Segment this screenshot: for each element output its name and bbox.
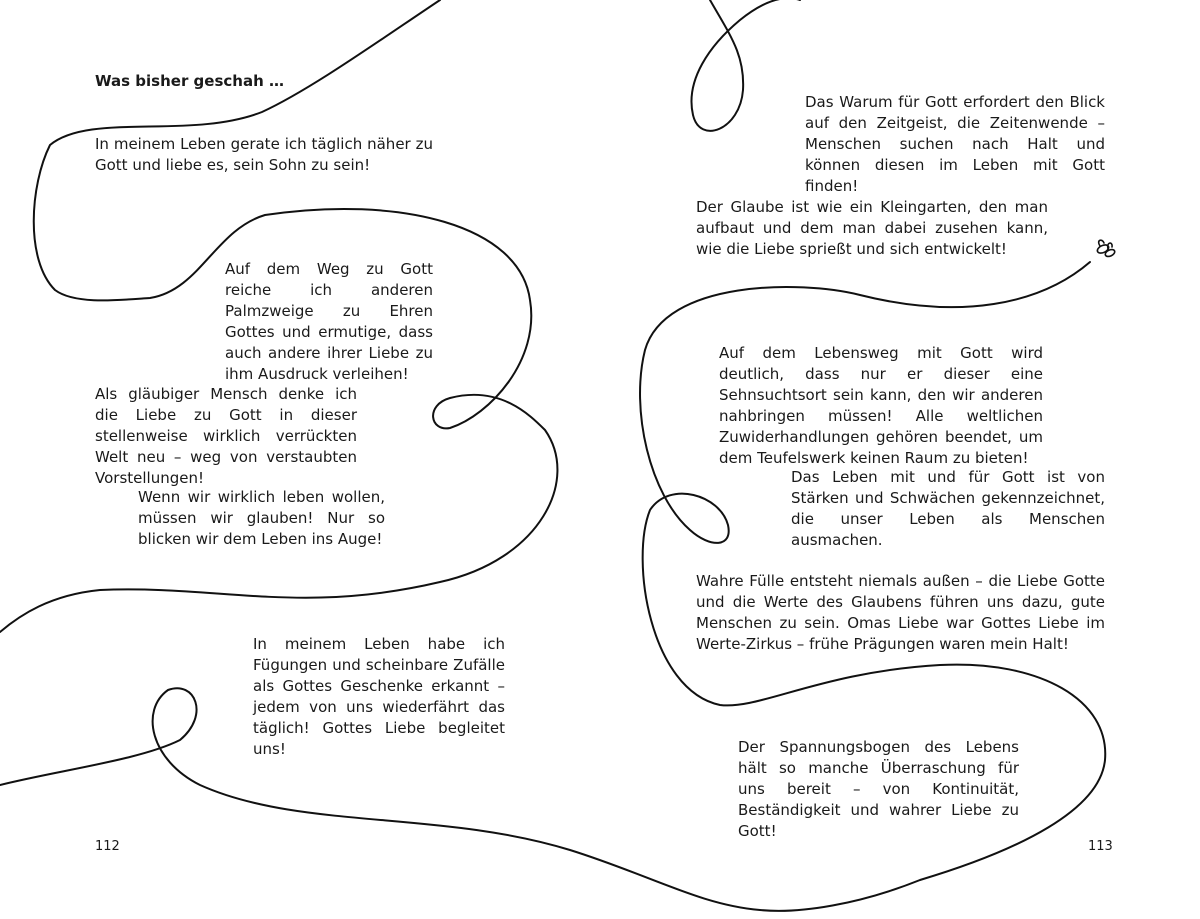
right-paragraph-6: Der Spannungsbogen des Lebens hält so manche Überraschung für uns bereit – von Kontinuität, Beständigkeit und wahrer Liebe zu Gott! [738,738,1019,840]
right-paragraph-2: Der Glaube ist wie ein Kleingarten, den man aufbaut und dem man dabei zusehen kann, wie die Liebe sprießt und sich entwickelt! [696,198,1048,258]
right-page-top-loop [691,0,800,131]
left-paragraph-2: Auf dem Weg zu Gott reiche ich anderen Palmzweige zu Ehren Gottes und ermutige, dass auch andere ihrer Liebe zu ihm Ausdruck verleihen! [225,260,433,383]
right-paragraph-5: Wahre Fülle entsteht niemals außen – die Liebe Gotte und die Werte des Glaubens führen uns dazu, gute Menschen zu sein. Omas Liebe war Gottes Liebe im Werte-Zirkus – frühe Prägungen waren mein Halt! [696,572,1105,653]
bee-icon [1096,240,1116,258]
section-heading: Was bisher geschah … [95,72,284,90]
right-paragraph-3: Auf dem Lebensweg mit Gott wird deutlich, dass nur er dieser eine Sehnsuchtsort sein kann, den wir anderen nahbringen müssen! Alle weltlichen Zuwiderhandlungen gehören beendet, um dem Teufelswerk keinen Raum zu bieten! [719,344,1043,467]
left-paragraph-1: In meinem Leben gerate ich täglich näher zu Gott und liebe es, sein Sohn zu sein! [95,135,433,174]
page-number-left: 112 [95,839,120,854]
left-paragraph-5: In meinem Leben habe ich Fügungen und scheinbare Zufälle als Gottes Geschenke erkannt – jedem von uns wiederfährt das täglich! Gottes Liebe begleitet uns! [253,635,505,758]
right-paragraph-4: Das Leben mit und für Gott ist von Stärken und Schwächen gekennzeichnet, die unser Leben als Menschen ausmachen. [791,468,1105,549]
left-paragraph-3: Als gläubiger Mensch denke ich die Liebe zu Gott in dieser stellenweise wirklich verrückten Welt neu – weg von verstaubten Vorstellungen! [95,385,357,487]
left-paragraph-4: Wenn wir wirklich leben wollen, müssen wir glauben! Nur so blicken wir dem Leben ins Auge! [138,488,385,548]
right-paragraph-1: Das Warum für Gott erfordert den Blick auf den Zeitgeist, die Zeitenwende – Menschen suchen nach Halt und können diesen im Leben mit Gott finden! [805,93,1105,195]
page-number-right: 113 [1088,839,1113,854]
